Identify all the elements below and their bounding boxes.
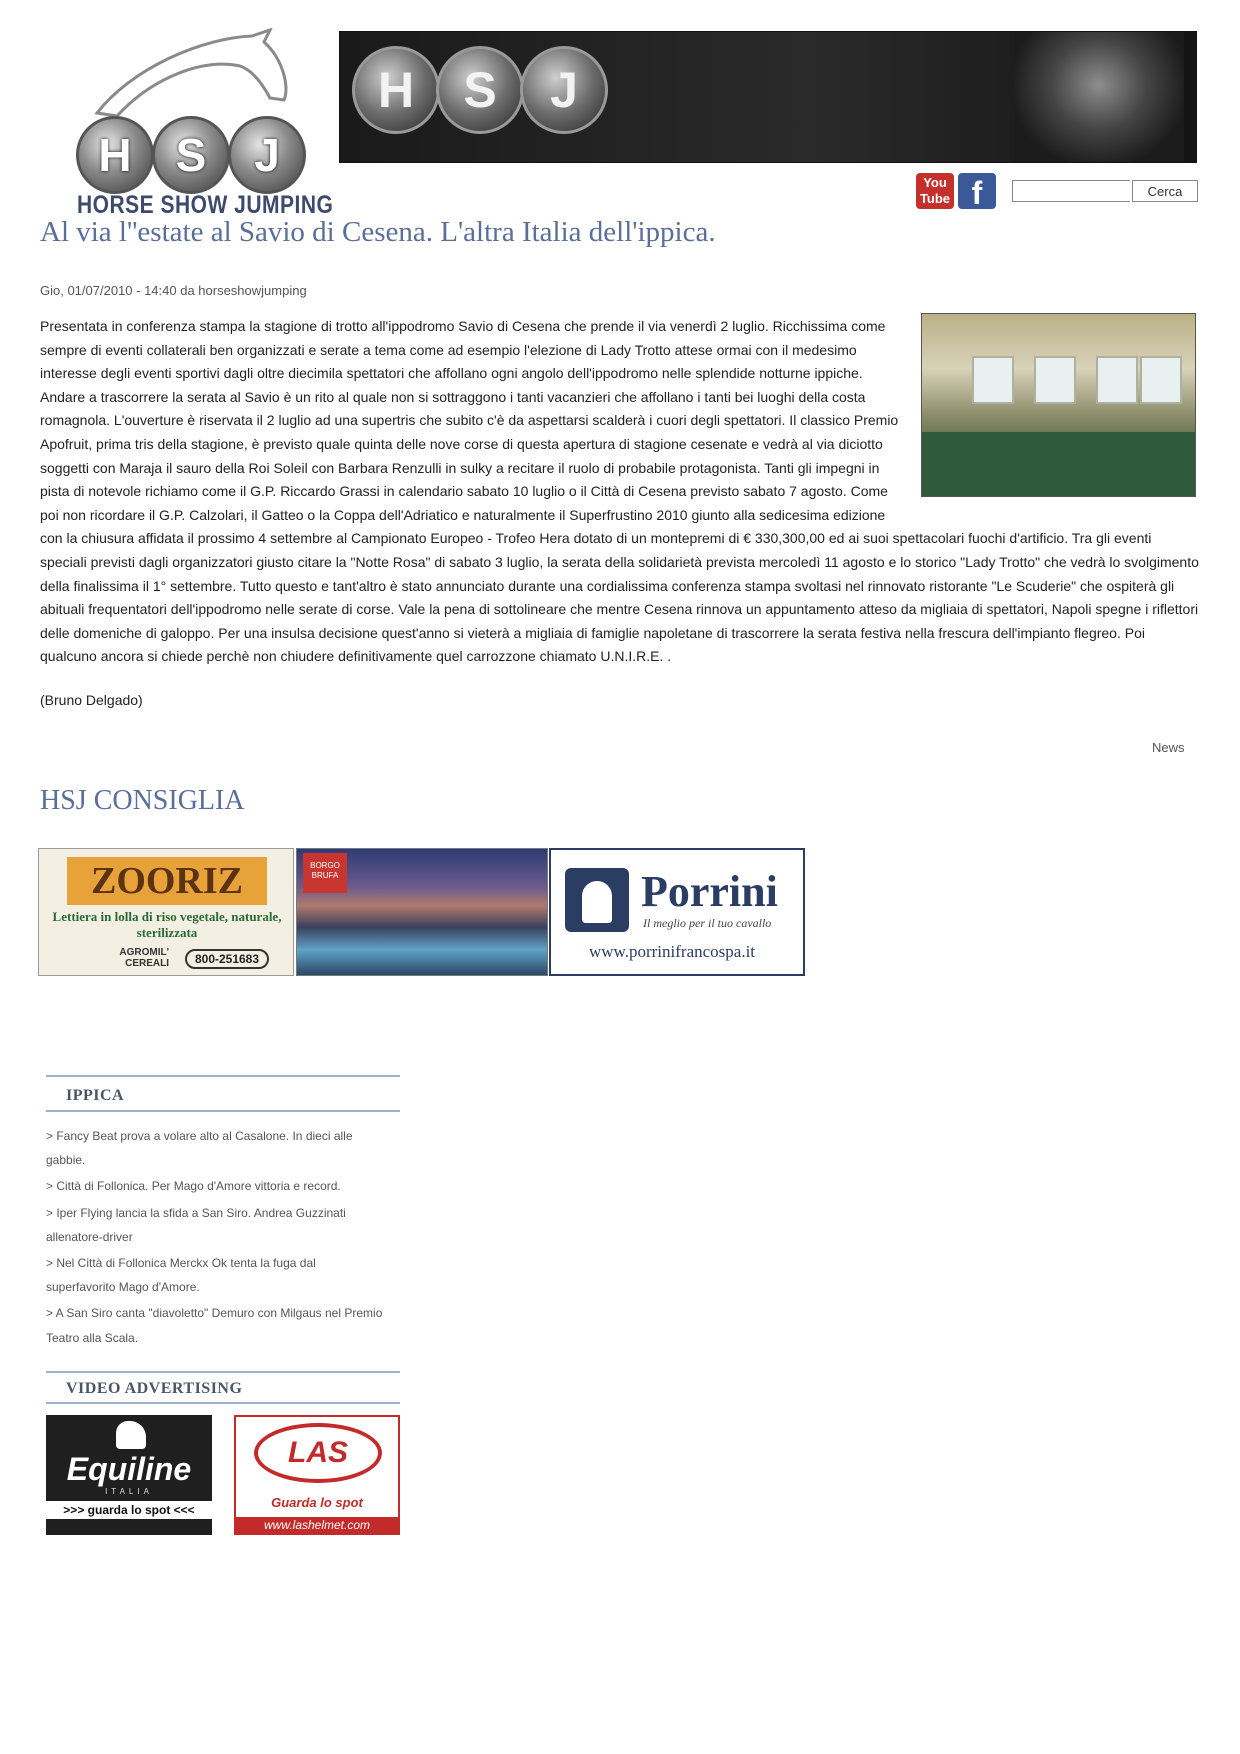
- las-logo: LAS: [254, 1423, 382, 1483]
- article-body: [40, 315, 1200, 669]
- header-banner: [339, 31, 1197, 163]
- las-site: www.lashelmet.com: [236, 1517, 398, 1533]
- equiline-horse-icon: [116, 1421, 146, 1449]
- zooriz-phone: 800-251683: [185, 949, 269, 969]
- photo-spacer: [910, 315, 1200, 505]
- equiline-cta: >>> guarda lo spot <<<: [46, 1501, 212, 1519]
- logo-letter-s: S: [152, 116, 230, 194]
- consiglia-heading: HSJ CONSIGLIA: [40, 785, 245, 816]
- equiline-sub: ITALIA: [105, 1487, 153, 1496]
- ad-borgo-brufa[interactable]: [296, 848, 548, 976]
- horse-head-icon: [92, 28, 292, 118]
- porrini-slogan: Il meglio per il tuo cavallo: [643, 916, 772, 930]
- article-meta: Gio, 01/07/2010 - 14:40 da horseshowjumping: [40, 283, 307, 298]
- youtube-icon[interactable]: You Tube: [916, 173, 954, 209]
- zooriz-logo: ZOORIZ: [67, 857, 267, 905]
- article-title[interactable]: Al via l''estate al Savio di Cesena. L'altra Italia dell'ippica.: [40, 216, 716, 248]
- porrini-url: www.porrinifrancospa.it: [589, 942, 756, 961]
- zooriz-tagline: Lettiera in lolla di riso vegetale, naturale, sterilizzata: [52, 909, 282, 940]
- ippica-item[interactable]: > Iper Flying lancia la sfida a San Siro. Andrea Guzzinati allenatore-driver: [46, 1205, 346, 1244]
- ad-zooriz[interactable]: [38, 848, 294, 976]
- video-advertising-heading: VIDEO ADVERTISING: [66, 1380, 243, 1397]
- video-bottom-rule: [46, 1402, 400, 1404]
- borgo-badge: BORGO BRUFA: [303, 853, 347, 893]
- article-author: (Bruno Delgado): [40, 692, 143, 708]
- ad-las[interactable]: [234, 1415, 400, 1535]
- ippica-heading: IPPICA: [66, 1087, 125, 1104]
- category-link-news[interactable]: News: [1152, 740, 1185, 755]
- ippica-list: [46, 1124, 386, 1352]
- banner-horse-image: [1014, 32, 1184, 163]
- logo-letter-j: J: [228, 116, 306, 194]
- site-logo[interactable]: [72, 28, 334, 220]
- ippica-item[interactable]: > A San Siro canta "diavoletto" Demuro con Milgaus nel Premio Teatro alla Scala.: [46, 1306, 383, 1345]
- zooriz-brand: AGROMIL' CEREALI: [119, 947, 169, 969]
- banner-letter-s: S: [436, 46, 524, 134]
- porrini-name: Porrini: [641, 867, 778, 916]
- video-top-rule: [46, 1371, 400, 1373]
- ippica-item[interactable]: > Fancy Beat prova a volare alto al Casalone. In dieci alle gabbie.: [46, 1129, 353, 1168]
- banner-letter-j: J: [520, 46, 608, 134]
- article-text: Presentata in conferenza stampa la stagione di trotto all'ippodromo Savio di Cesena che prende il via venerdì 2 luglio. Ricchissima come sempre di eventi collaterali ben organizzati e serate a tema come ad esempio l'elezione di Lady Trotto attese ormai con il medesimo interesse degli eventi sportivi dagli oltre diecimila spettatori che affollano ogni angolo dell'ippodromo nelle splendide notturne ippiche. Andare a trascorrere la serata al Savio è un rito al quale non si sottraggono i tanti vacanzieri che affollano i tanti bei luoghi della costa romagnola. L'ouverture è riservata il 2 luglio ad una supertris che subito c'è da aspettarsi scalderà i cuori degli spettatori. Il classico Premio Apofruit, prima tris della stagione, è previsto quale quinta delle nove corse di questa apertura di stagione cesenate e vedrà al via diciotto soggetti con Maraja il sauro della Roi Soleil con Barbara Renzulli in sulky a recitare il ruolo di probabile protagonista. Tanti gli impegni in pista di notevole richiamo come il G.P. Riccardo Grassi in calendario sabato 10 luglio o il Città di Cesena previsto sabato 7 agosto. Come poi non ricordare il G.P. Calzolari, il Gatteo o la Coppa dell'Adriatico e naturalmente il Superfrustino 2010 giunto alla sedicesima edizione con la chiusura affidata il prossimo 4 settembre al Campionato Europeo - Trofeo Hera dotato di un montepremi di € 330,300,00 ed ai suoi spettacolari fuochi d'artificio. Tra gli eventi speciali previsti dagli organizzatori giusto citare la "Notte Rosa" di sabato 3 luglio, la serata della solidarietà prevista mercoledì 11 agosto e lo storico "Lady Trotto" che vedrà lo svolgimento della finalissima il 1° settembre. Tutto questo e tant'altro è stato annunciato durante una cordialissima conferenza stampa svoltasi nel rinnovato ristorante "Le Scuderie" che ospiterà gli abituali frequentatori dell'ippodromo nelle serate di corse. Vale la pena di sottolineare che mentre Cesena rinnova un appuntamento atteso da migliaia di spettatori, Napoli spegne i riflettori delle domeniche di galoppo. Per una insulsa decisione quest'anno si vieterà a migliaia di famiglie napoletane di trascorrere la serata festiva nella frescura dell'impianto flegreo. Poi qualcuno ancora si chiede perchè non chiudere definitivamente quel carrozzone chiamato U.N.I.R.E. .: [40, 318, 1199, 665]
- equiline-name: Equiline: [66, 1451, 192, 1487]
- ad-equiline[interactable]: [46, 1415, 212, 1535]
- ippica-top-rule: [46, 1075, 400, 1077]
- banner-letter-h: H: [352, 46, 440, 134]
- las-cta: Guarda lo spot: [271, 1495, 363, 1510]
- ad-porrini[interactable]: [549, 848, 805, 976]
- ippica-item[interactable]: > Città di Follonica. Per Mago d'Amore vittoria e record.: [46, 1179, 341, 1194]
- search-button[interactable]: Cerca: [1132, 180, 1198, 202]
- search-input[interactable]: [1012, 180, 1130, 202]
- ippica-item[interactable]: > Nel Città di Follonica Merckx Ok tenta la fuga dal superfavorito Mago d'Amore.: [46, 1256, 316, 1295]
- logo-wordmark: HORSE SHOW JUMPING: [77, 191, 334, 220]
- logo-letter-h: H: [76, 116, 154, 194]
- ippica-bottom-rule: [46, 1110, 400, 1112]
- facebook-icon[interactable]: f: [958, 173, 996, 209]
- porrini-logo-icon: [565, 868, 629, 932]
